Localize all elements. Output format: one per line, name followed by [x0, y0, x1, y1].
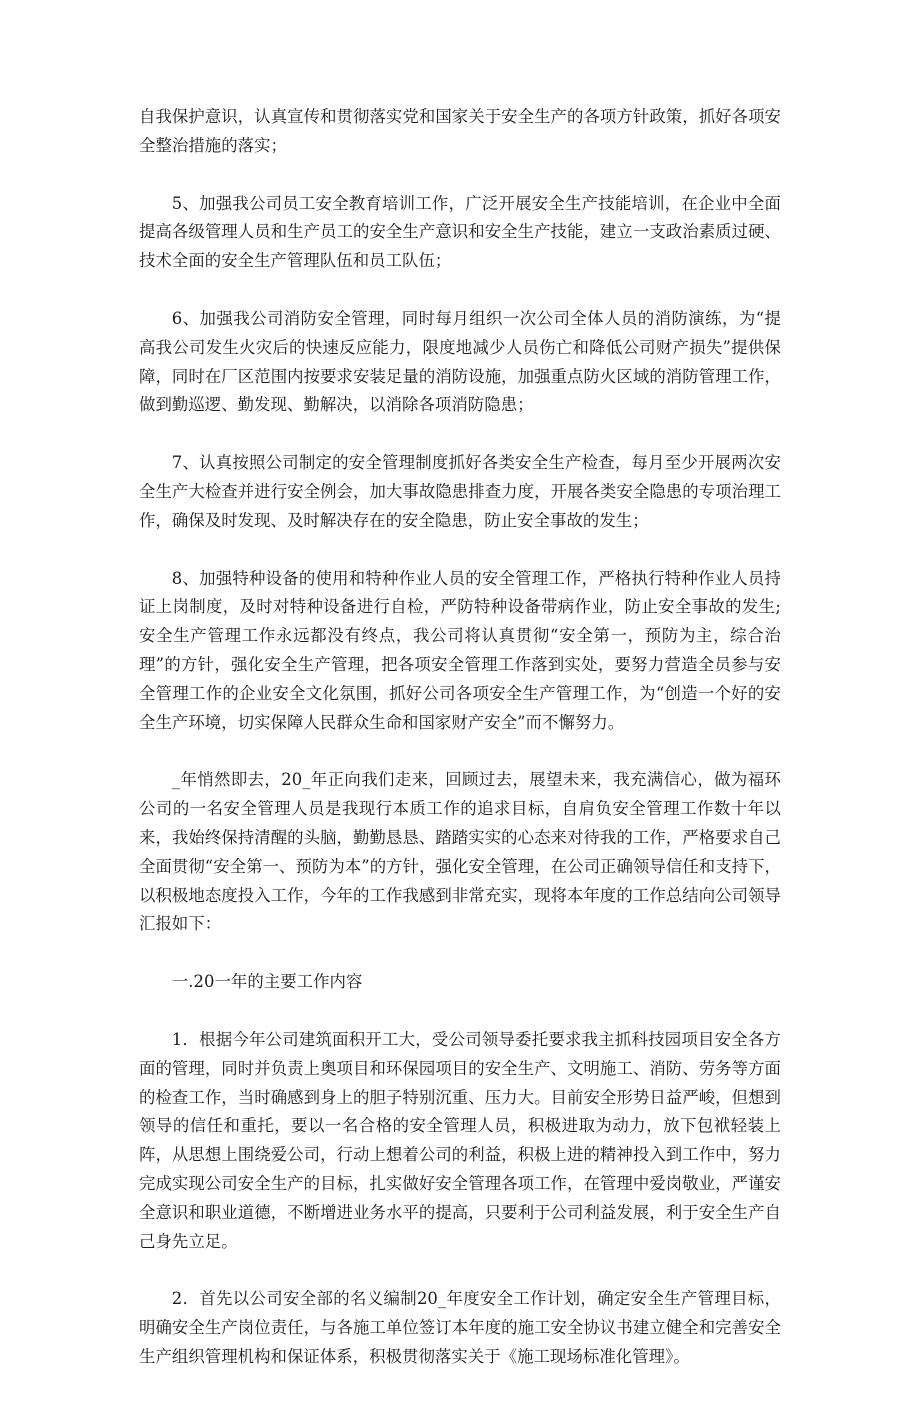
- paragraph-section-item-1: 1．根据今年公司建筑面积开工大，受公司领导委托要求我主抓科技园项目安全各方面的管理，同时并负责上奥项目和环保园项目的安全生产、文明施工、消防、劳务等方面的检查工作，当时确感到身上的胆子特别沉重、压力大。目前安全形势日益严峻，但想到领导的信任和重托，要以一名合格的安全管理人员，积极进取为动力，放下包袱轻装上阵，从思想上围绕爱公司，行动上想着公司的利益，积极上进的精神投入到工作中，努力完成实现公司安全生产的目标，扎实做好安全管理各项工作，在管理中爱岗敬业，严谨安全意识和职业道德，不断增进业务水平的提高，只要利于公司利益发展，利于安全生产自己身先立足。: [139, 1029, 781, 1251]
- paragraph-item-7: 7、认真按照公司制定的安全管理制度抓好各类安全生产检查，每月至少开展两次安全生产大检查并进行安全例会，加大事故隐患排查力度，开展各类安全隐患的专项治理工作，确保及时发现、及时解决存在的安全隐患，防止安全事故的发生；: [139, 453, 781, 530]
- paragraph-item-8: 8、加强特种设备的使用和特种作业人员的安全管理工作，严格执行特种作业人员持证上岗制度，及时对特种设备进行自检，严防特种设备带病作业，防止安全事故的发生;安全生产管理工作永远都没有终点，我公司将认真贯彻“安全第一，预防为主，综合治理”的方针，强化安全生产管理，把各项安全管理工作落到实处，要努力营造全员参与安全管理工作的企业安全文化氛围，抓好公司各项安全生产管理工作，为“创造一个好的安全生产环境，切实保障人民群众生命和国家财产安全”而不懈努力。: [139, 568, 781, 732]
- section-heading: 一.20一年的主要工作内容: [171, 972, 363, 992]
- paragraph-item-6: 6、加强我公司消防安全管理，同时每月组织一次公司全体人员的消防演练，为“提高我公司发生火灾后的快速反应能力，限度地减少人员伤亡和降低公司财产损失”提供保障，同时在厂区范围内按要求安装足量的消防设施，加强重点防火区域的消防管理工作，做到勤巡逻、勤发现、勤解决，以消除各项消防隐患；: [139, 308, 781, 415]
- paragraph-section-item-2: 2．首先以公司安全部的名义编制20_年度安全工作计划，确定安全生产管理目标，明确安全生产岗位责任，与各施工单位签订本年度的施工安全协议书建立健全和完善安全生产组织管理机构和保证体系，积极贯彻落实关于《施工现场标准化管理》。: [139, 1289, 781, 1366]
- paragraph-item-5: 5、加强我公司员工安全教育培训工作，广泛开展安全生产技能培训，在企业中全面提高各级管理人员和生产员工的安全生产意识和安全生产技能，建立一支政治素质过硬、技术全面的安全生产管理队伍和员工队伍；: [139, 193, 781, 271]
- paragraph-summary-intro: _年悄然即去，20_年正向我们走来，回顾过去，展望未来，我充满信心，做为福环公司的一名安全管理人员是我现行本质工作的追求目标，自肩负安全管理工作数十年以来，我始终保持清醒的头脑，勤勤恳恳、踏踏实实的心态来对待我的工作，严格要求自己全面贯彻“安全第一、预防为本”的方针，强化安全管理，在公司正确领导信任和支持下，以积极地态度投入工作，今年的工作我感到非常充实，现将本年度的工作总结向公司领导汇报如下：: [139, 770, 781, 934]
- document-body: [139, 103, 781, 1401]
- paragraph-continuation: 自我保护意识，认真宣传和贯彻落实党和国家关于安全生产的各项方针政策，抓好各项安全整治措施的落实；: [139, 107, 781, 155]
